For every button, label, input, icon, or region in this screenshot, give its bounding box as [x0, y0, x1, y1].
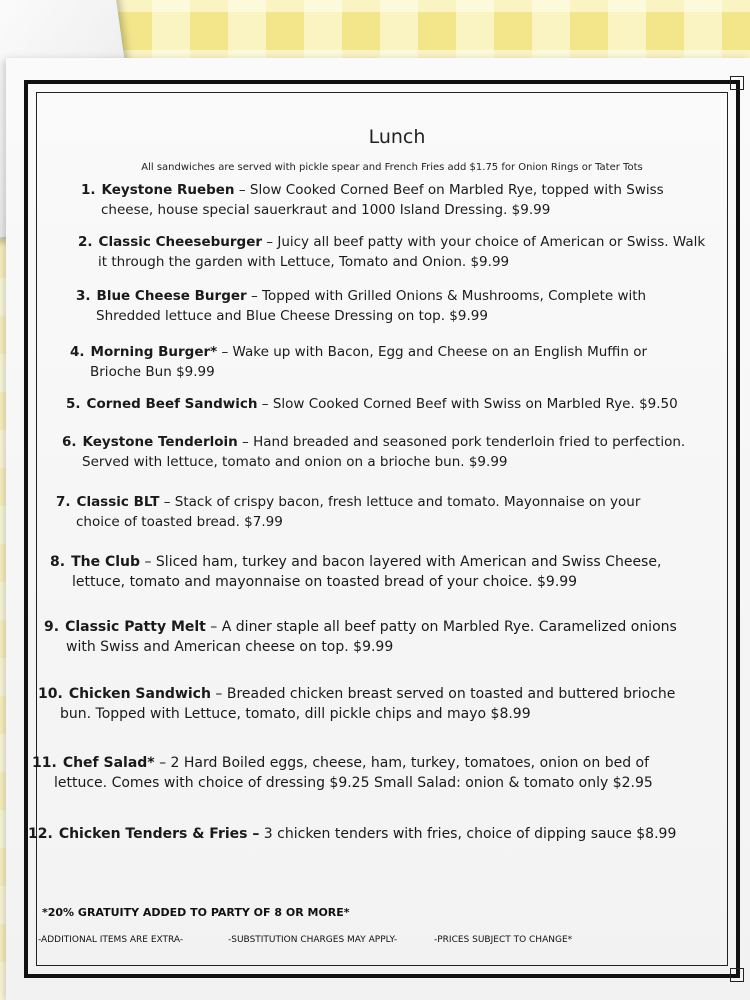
- menu-item: 3. Blue Cheese Burger – Topped with Grilled Onions & Mushrooms, Complete with Shredded lettuce and Blue Cheese Dressing on top. $9.99: [76, 288, 647, 324]
- item-name: Classic Patty Melt: [65, 619, 206, 635]
- item-description: – A diner staple all beef patty on Marbled Rye. Caramelized onions: [205, 619, 677, 635]
- item-description: – Stack of crispy bacon, fresh lettuce and tomato. Mayonnaise on your: [159, 494, 641, 510]
- item-name: Morning Burger*: [90, 344, 218, 360]
- item-description: it through the garden with Lettuce, Tomato and Onion. $9.99: [98, 254, 510, 270]
- item-description: – Wake up with Bacon, Egg and Cheese on an English Muffin or: [217, 344, 647, 360]
- menu-paper: [6, 58, 750, 1000]
- menu-item: 2. Classic Cheeseburger – Juicy all beef patty with your choice of American or Swiss. Walk it through the garden with Lettuce, Tomato and Onion. $9.99: [78, 234, 706, 270]
- item-name: Chef Salad*: [62, 755, 155, 771]
- item-description: choice of toasted bread. $7.99: [76, 514, 283, 530]
- menu-subtitle: All sandwiches are served with pickle spear and French Fries add $1.75 for Onion Rings or Tater Tots: [141, 162, 643, 173]
- item-description: cheese, house special sauerkraut and 1000 Island Dressing. $9.99: [101, 202, 551, 218]
- menu-item: 6. Keystone Tenderloin – Hand breaded and seasoned pork tenderloin fried to perfection. Served with lettuce, tomato and onion on a brioche bun. $9.99: [62, 434, 686, 470]
- item-name: Keystone Tenderloin: [82, 434, 238, 450]
- item-name: Keystone Rueben: [101, 182, 235, 198]
- footnote: -PRICES SUBJECT TO CHANGE*: [434, 935, 573, 945]
- item-description: – 2 Hard Boiled eggs, cheese, ham, turkey, tomatoes, onion on bed of: [154, 755, 650, 771]
- item-name: Chicken Sandwich: [68, 686, 211, 702]
- item-description: lettuce, tomato and mayonnaise on toasted bread of your choice. $9.99: [72, 574, 578, 590]
- menu-item: 7. Classic BLT – Stack of crispy bacon, fresh lettuce and tomato. Mayonnaise on your choice of toasted bread. $7.99: [56, 494, 641, 530]
- menu-item: 8. The Club – Sliced ham, turkey and bacon layered with American and Swiss Cheese, lettuce, tomato and mayonnaise on toasted bread of your choice. $9.99: [50, 554, 662, 590]
- item-description: Served with lettuce, tomato and onion on a brioche bun. $9.99: [82, 454, 508, 470]
- item-description: bun. Topped with Lettuce, tomato, dill pickle chips and mayo $8.99: [60, 706, 531, 722]
- item-description: with Swiss and American cheese on top. $9.99: [66, 639, 394, 655]
- menu-border: [24, 80, 740, 978]
- corner-ornament: [730, 76, 744, 90]
- menu-item: 12. Chicken Tenders & Fries – 3 chicken tenders with fries, choice of dipping sauce $8.99: [28, 826, 677, 842]
- item-description: 3 chicken tenders with fries, choice of dipping sauce $8.99: [259, 826, 677, 842]
- item-description: – Slow Cooked Corned Beef with Swiss on Marbled Rye. $9.50: [257, 396, 678, 412]
- menu-item: 4. Morning Burger* – Wake up with Bacon, Egg and Cheese on an English Muffin or Brioche Bun $9.99: [70, 344, 647, 380]
- menu-item: 9. Classic Patty Melt – A diner staple all beef patty on Marbled Rye. Caramelized onions with Swiss and American cheese on top. $9.99: [44, 619, 677, 655]
- item-name: Classic BLT: [76, 494, 160, 510]
- menu-item: 10. Chicken Sandwich – Breaded chicken breast served on toasted and buttered brioche bun. Topped with Lettuce, tomato, dill pickle chips and mayo $8.99: [38, 686, 676, 722]
- item-name: The Club: [71, 554, 141, 570]
- footnote: -ADDITIONAL ITEMS ARE EXTRA-: [38, 935, 184, 945]
- item-description: – Topped with Grilled Onions & Mushrooms, Complete with: [246, 288, 647, 304]
- menu-item: 1. Keystone Rueben – Slow Cooked Corned Beef on Marbled Rye, topped with Swiss cheese, house special sauerkraut and 1000 Island Dressing. $9.99: [81, 182, 664, 218]
- gratuity-note: *20% GRATUITY ADDED TO PARTY OF 8 OR MORE*: [42, 906, 350, 919]
- item-description: – Breaded chicken breast served on toasted and buttered brioche: [210, 686, 676, 702]
- menu-title: Lunch: [368, 126, 426, 148]
- item-description: lettuce. Comes with choice of dressing $9.25 Small Salad: onion & tomato only $2.95: [54, 775, 653, 791]
- corner-ornament: [730, 968, 744, 982]
- item-description: – Juicy all beef patty with your choice of American or Swiss. Walk: [262, 234, 706, 250]
- item-description: Brioche Bun $9.99: [90, 364, 215, 380]
- item-name: Blue Cheese Burger: [96, 288, 247, 304]
- menu-item: 5. Corned Beef Sandwich – Slow Cooked Corned Beef with Swiss on Marbled Rye. $9.50: [66, 396, 678, 412]
- item-name: Corned Beef Sandwich: [86, 396, 258, 412]
- item-description: – Hand breaded and seasoned pork tenderloin fried to perfection.: [237, 434, 686, 450]
- item-description: Shredded lettuce and Blue Cheese Dressing on top. $9.99: [96, 308, 488, 324]
- item-description: – Sliced ham, turkey and bacon layered with American and Swiss Cheese,: [140, 554, 662, 570]
- menu-item: 11. Chef Salad* – 2 Hard Boiled eggs, cheese, ham, turkey, tomatoes, onion on bed of lettuce. Comes with choice of dressing $9.25 Small Salad: onion & tomato only $2.95: [32, 755, 653, 791]
- item-name: Chicken Tenders & Fries –: [58, 826, 260, 842]
- footnote: -SUBSTITUTION CHARGES MAY APPLY-: [228, 935, 398, 945]
- item-description: – Slow Cooked Corned Beef on Marbled Rye, topped with Swiss: [234, 182, 664, 198]
- item-name: Classic Cheeseburger: [98, 234, 263, 250]
